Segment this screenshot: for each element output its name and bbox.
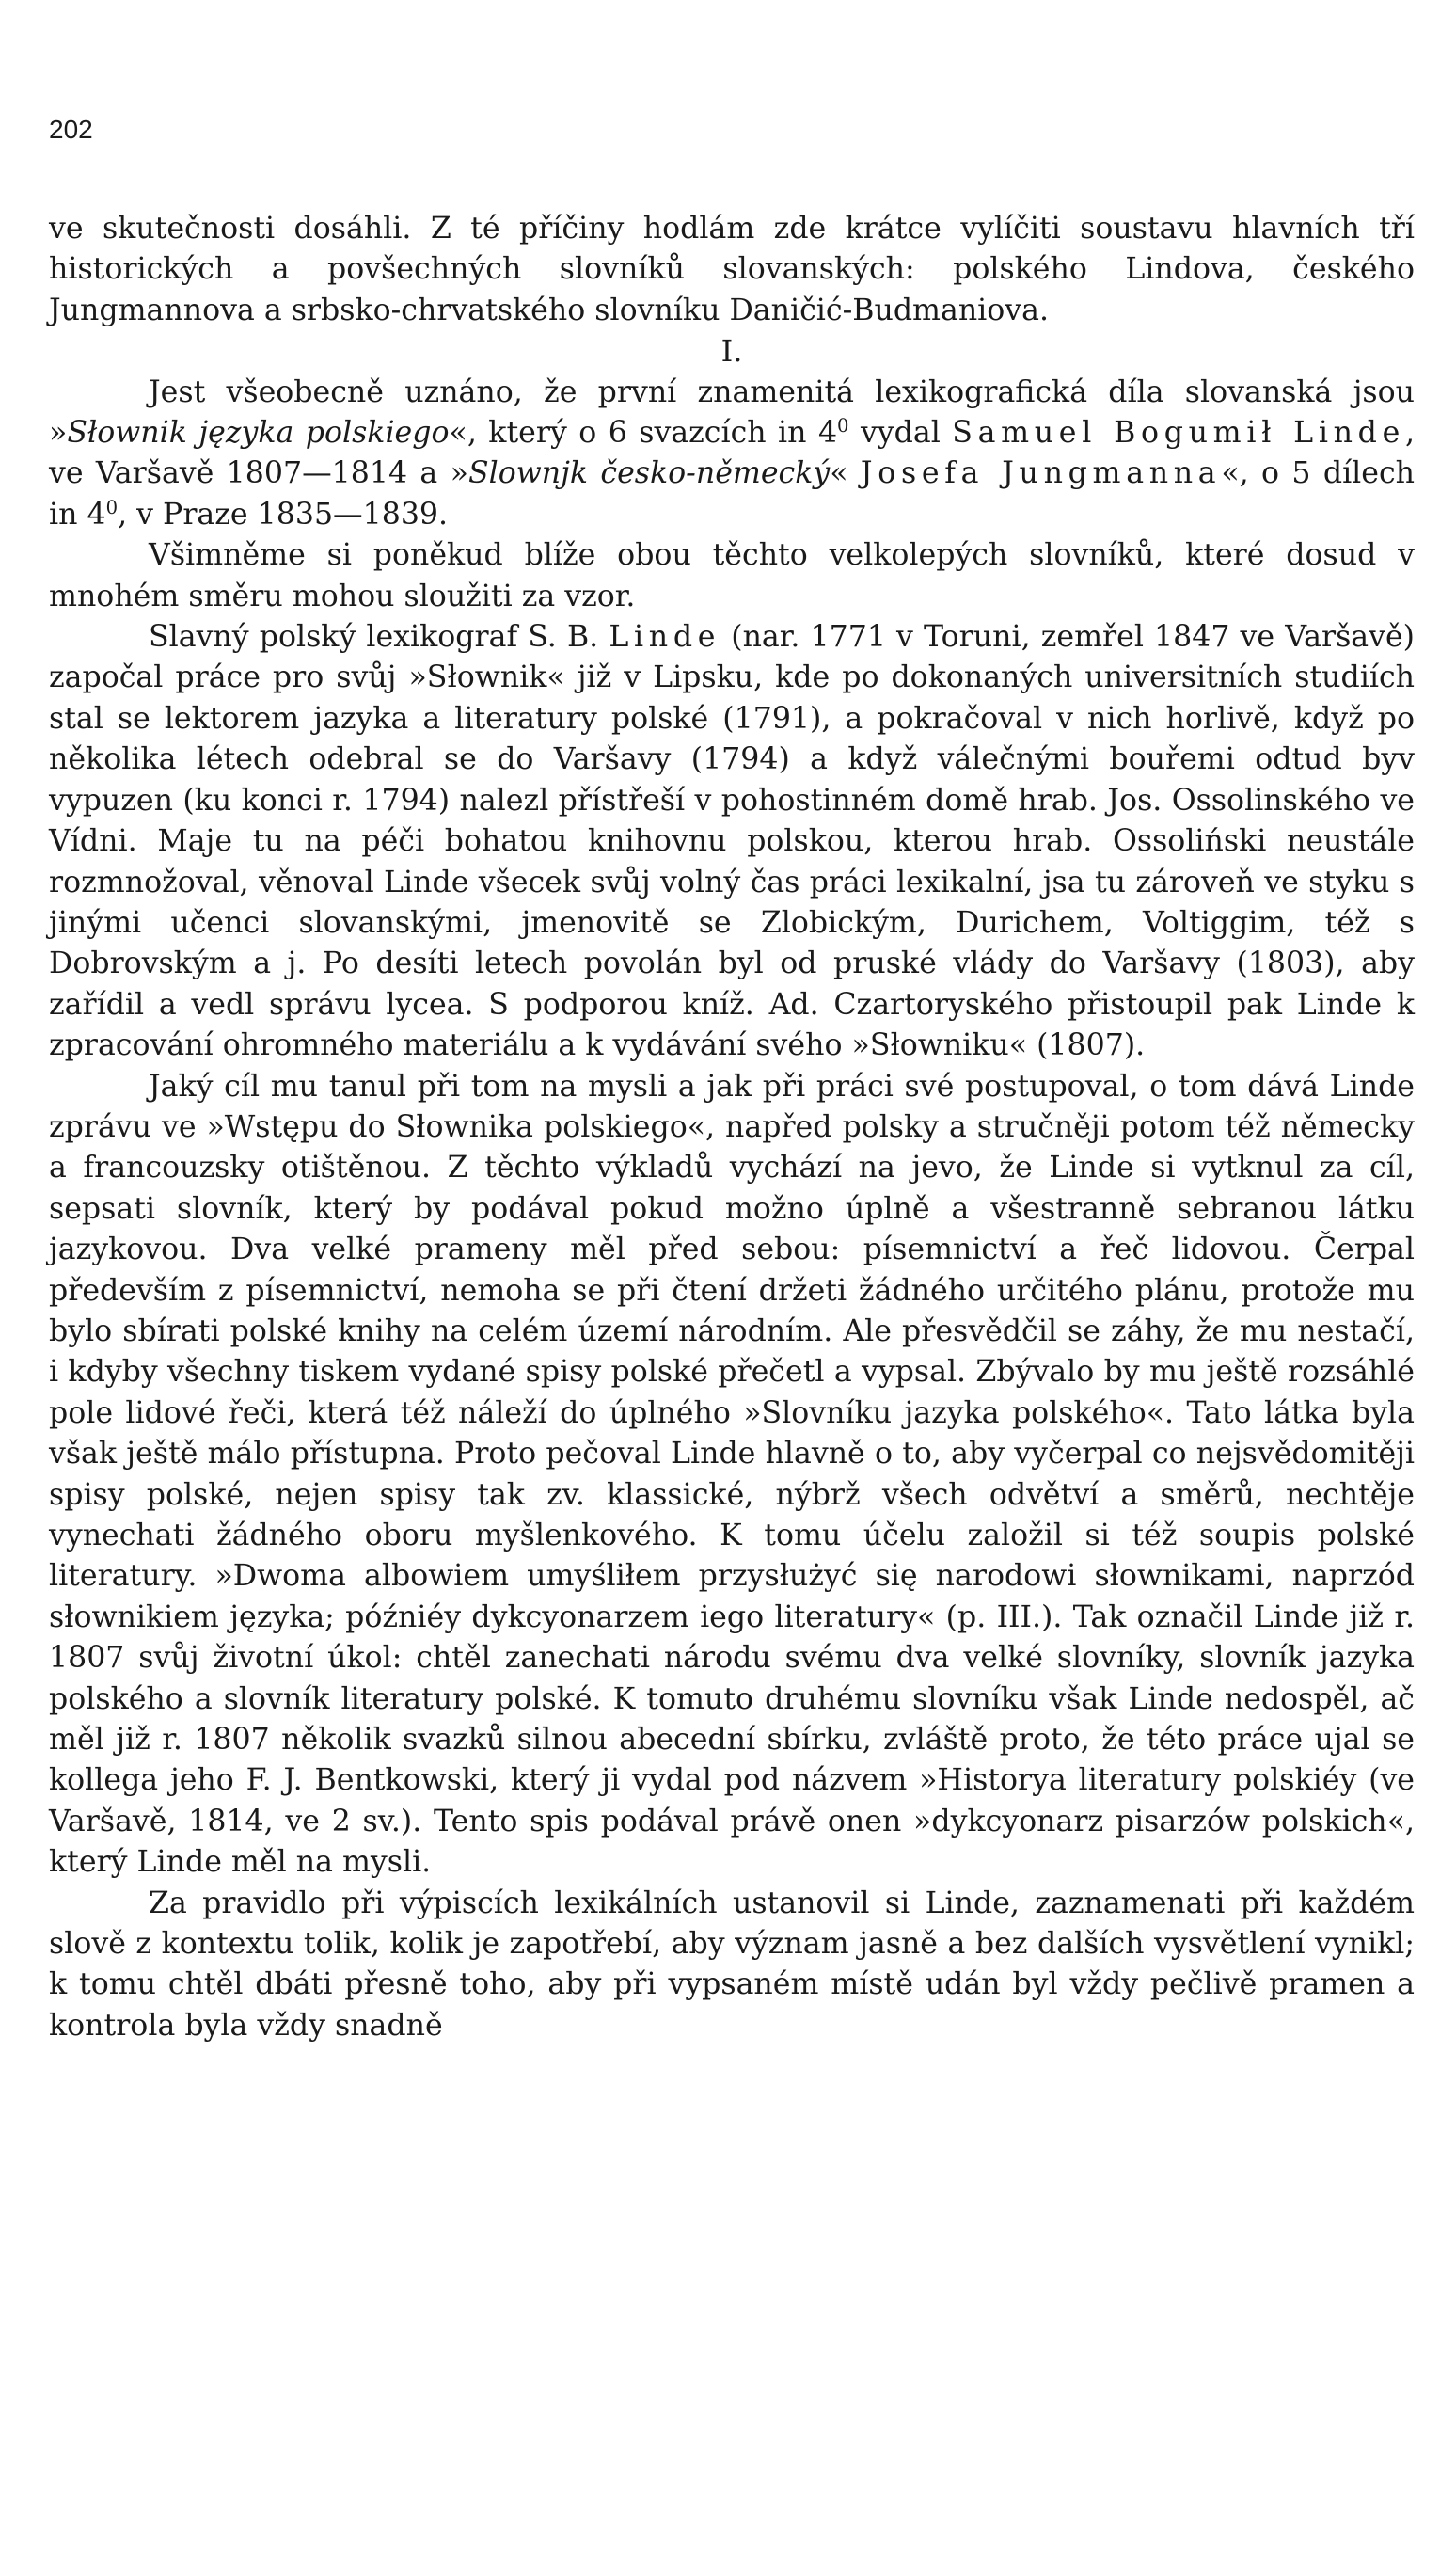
superscript: 0 — [837, 415, 849, 438]
author-linde: Samuel Bogumił Linde — [952, 416, 1405, 451]
text-run: «, o 5 dílech in 4 — [49, 456, 1416, 532]
text-run: Slavný polský lexikograf S. B. — [149, 620, 609, 655]
text-run: «, který o 6 svazcích in 4 — [449, 416, 838, 451]
text-run: , v Praze 1835—1839. — [118, 497, 449, 532]
superscript: 0 — [105, 497, 119, 519]
page-number: 202 — [49, 115, 93, 144]
paragraph-lexical-rules: Za pravidlo při výpiscích lexikálních ustanovil si Linde, zaznamenati při každém slově z kontextu tolik, kolik je zapotřebí, aby význam jasně a bez dalších vysvětlení vynikl; k tomu chtěl dbáti přesně toho, aby při vypsaném místě udán byl vždy pečlivě pramen a kontrola byla vždy snadně — [49, 1886, 1415, 2043]
author-jungmann: Josefa Jungmanna — [860, 456, 1222, 491]
paragraph-linde-biography — [49, 617, 1415, 1066]
paragraph-continuation: ve skutečnosti dosáhli. Z té příčiny hodlám zde krátce vylíčiti soustavu hlavních tří historických a povšechných slovníků slovanských: polského Lindova, českého Jungmannova a srbsko-chrvatského slovníku Daničić-Budmaniova. — [49, 212, 1415, 327]
section-title: I. — [720, 333, 743, 370]
paragraph: Všimněme si poněkud blíže obou těchto velkolepých slovníků, které dosud v mnohém směru mohou sloužiti za vzor. — [49, 538, 1415, 613]
title-jungmann-dictionary: Slownjk česko-německý — [467, 456, 831, 491]
text-run: « — [830, 456, 861, 491]
paragraph-linde-goals: Jaký cíl mu tanul při tom na mysli a jak při práci své postupoval, o tom dává Linde zprávu ve »Wstępu do Słownika polskiego«, napřed polsky a stručněji potom též německy a francouzsky otištěnou. Z těchto výkladů vychází na jevo, že Linde si vytknul za cíl, sepsati slovník, který by podával pokud možno úplně a všestranně sebranou látku jazykovou. Dva velké prameny měl před sebou: písemnictví a řeč lidovou. Čerpal především z písemnictví, nemoha se při čtení držeti žádného určitého plánu, protože mu bylo sbírati polské knihy na celém území národním. Ale přesvědčil se záhy, že mu nestačí, i kdyby všechny tiskem vydané spisy polské přečetl a vypsal. Zbývalo by mu ještě rozsáhlé pole lidové řeči, která též náleží do úplného »Slovníku jazyka polského«. Tato látka byla však ještě málo přístupna. Proto pečoval Linde hlavně o to, aby vyčerpal co nejsvědomitěji spisy polské, nejen spisy tak zv. klassické, nýbrž všech odvětví a směrů, nechtěje vynechati žádného oboru myšlenkového. K tomu účelu založil si též soupis polské literatury. »Dwoma albowiem umyśliłem przysłużyć się narodowi słownikami, naprzód słownikiem języka; późniéy dykcyonarzem iego literatury« (p. III.). Tak označil Linde již r. 1807 svůj životní úkol: chtěl zanechati národu svému dva velké slovníky, slovník jazyka polského a slovník literatury polské. K tomuto druhému slovníku však Linde nedospěl, ač měl již r. 1807 několik svazků silnou abecední sbírku, zvláště proto, že této práce ujal se kollega jeho F. J. Bentkowski, který ji vydal pod názvem »Historya literatury polskiéy (ve Varšavě, 1814, ve 2 sv.). Tento spis podával právě onen »dykcyonarz pisarzów polskich«, který Linde měl na mysli. — [49, 1069, 1415, 1880]
name-linde: Linde — [609, 620, 721, 655]
text-run: (nar. 1771 v Toruni, zemřel 1847 ve Varšavě) započal práce pro svůj »Słownik« již v Lipsku, kde po dokonaných universitních studiích stal se lektorem jazyka a literatury polské (1791), a pokračoval v nich horlivě, když po několika létech odebral se do Varšavy (1794) a když válečnými bouřemi odtud byv vypuzen (ku konci r. 1794) nalezl přístřeší v pohostinném domě hrab. Jos. Ossolinského ve Vídni. Maje tu na péči bohatou knihovnu polskou, kterou hrab. Ossoliński neustále rozmnožoval, věnoval Linde všecek svůj volný čas práci lexikalní, jsa tu zároveň ve styku s jinými učenci slovanskými, jmenovitě se Zlobickým, Durichem, Voltiggim, též s Dobrovským a j. Po desíti letech povolán byl od pruské vlády do Varšavy (1803), aby zařídil a vedl správu lycea. S podporou kníž. Ad. Czartoryského přistoupil pak Linde k zpracování ohromného materiálu a k vydávání svého »Słowniku« (1807). — [49, 620, 1415, 1063]
text-run: vydal — [848, 416, 953, 451]
main-text — [49, 209, 1415, 2046]
title-linde-dictionary: Słownik języka polskiego — [67, 416, 450, 451]
text-run: Jest všeobecně uznáno, že první znamenitá lexikografická díla slovanská jsou » — [49, 374, 1415, 451]
paragraph-intro — [49, 373, 1415, 536]
text-run: , ve Varšavě 1807—1814 a » — [49, 416, 1416, 491]
